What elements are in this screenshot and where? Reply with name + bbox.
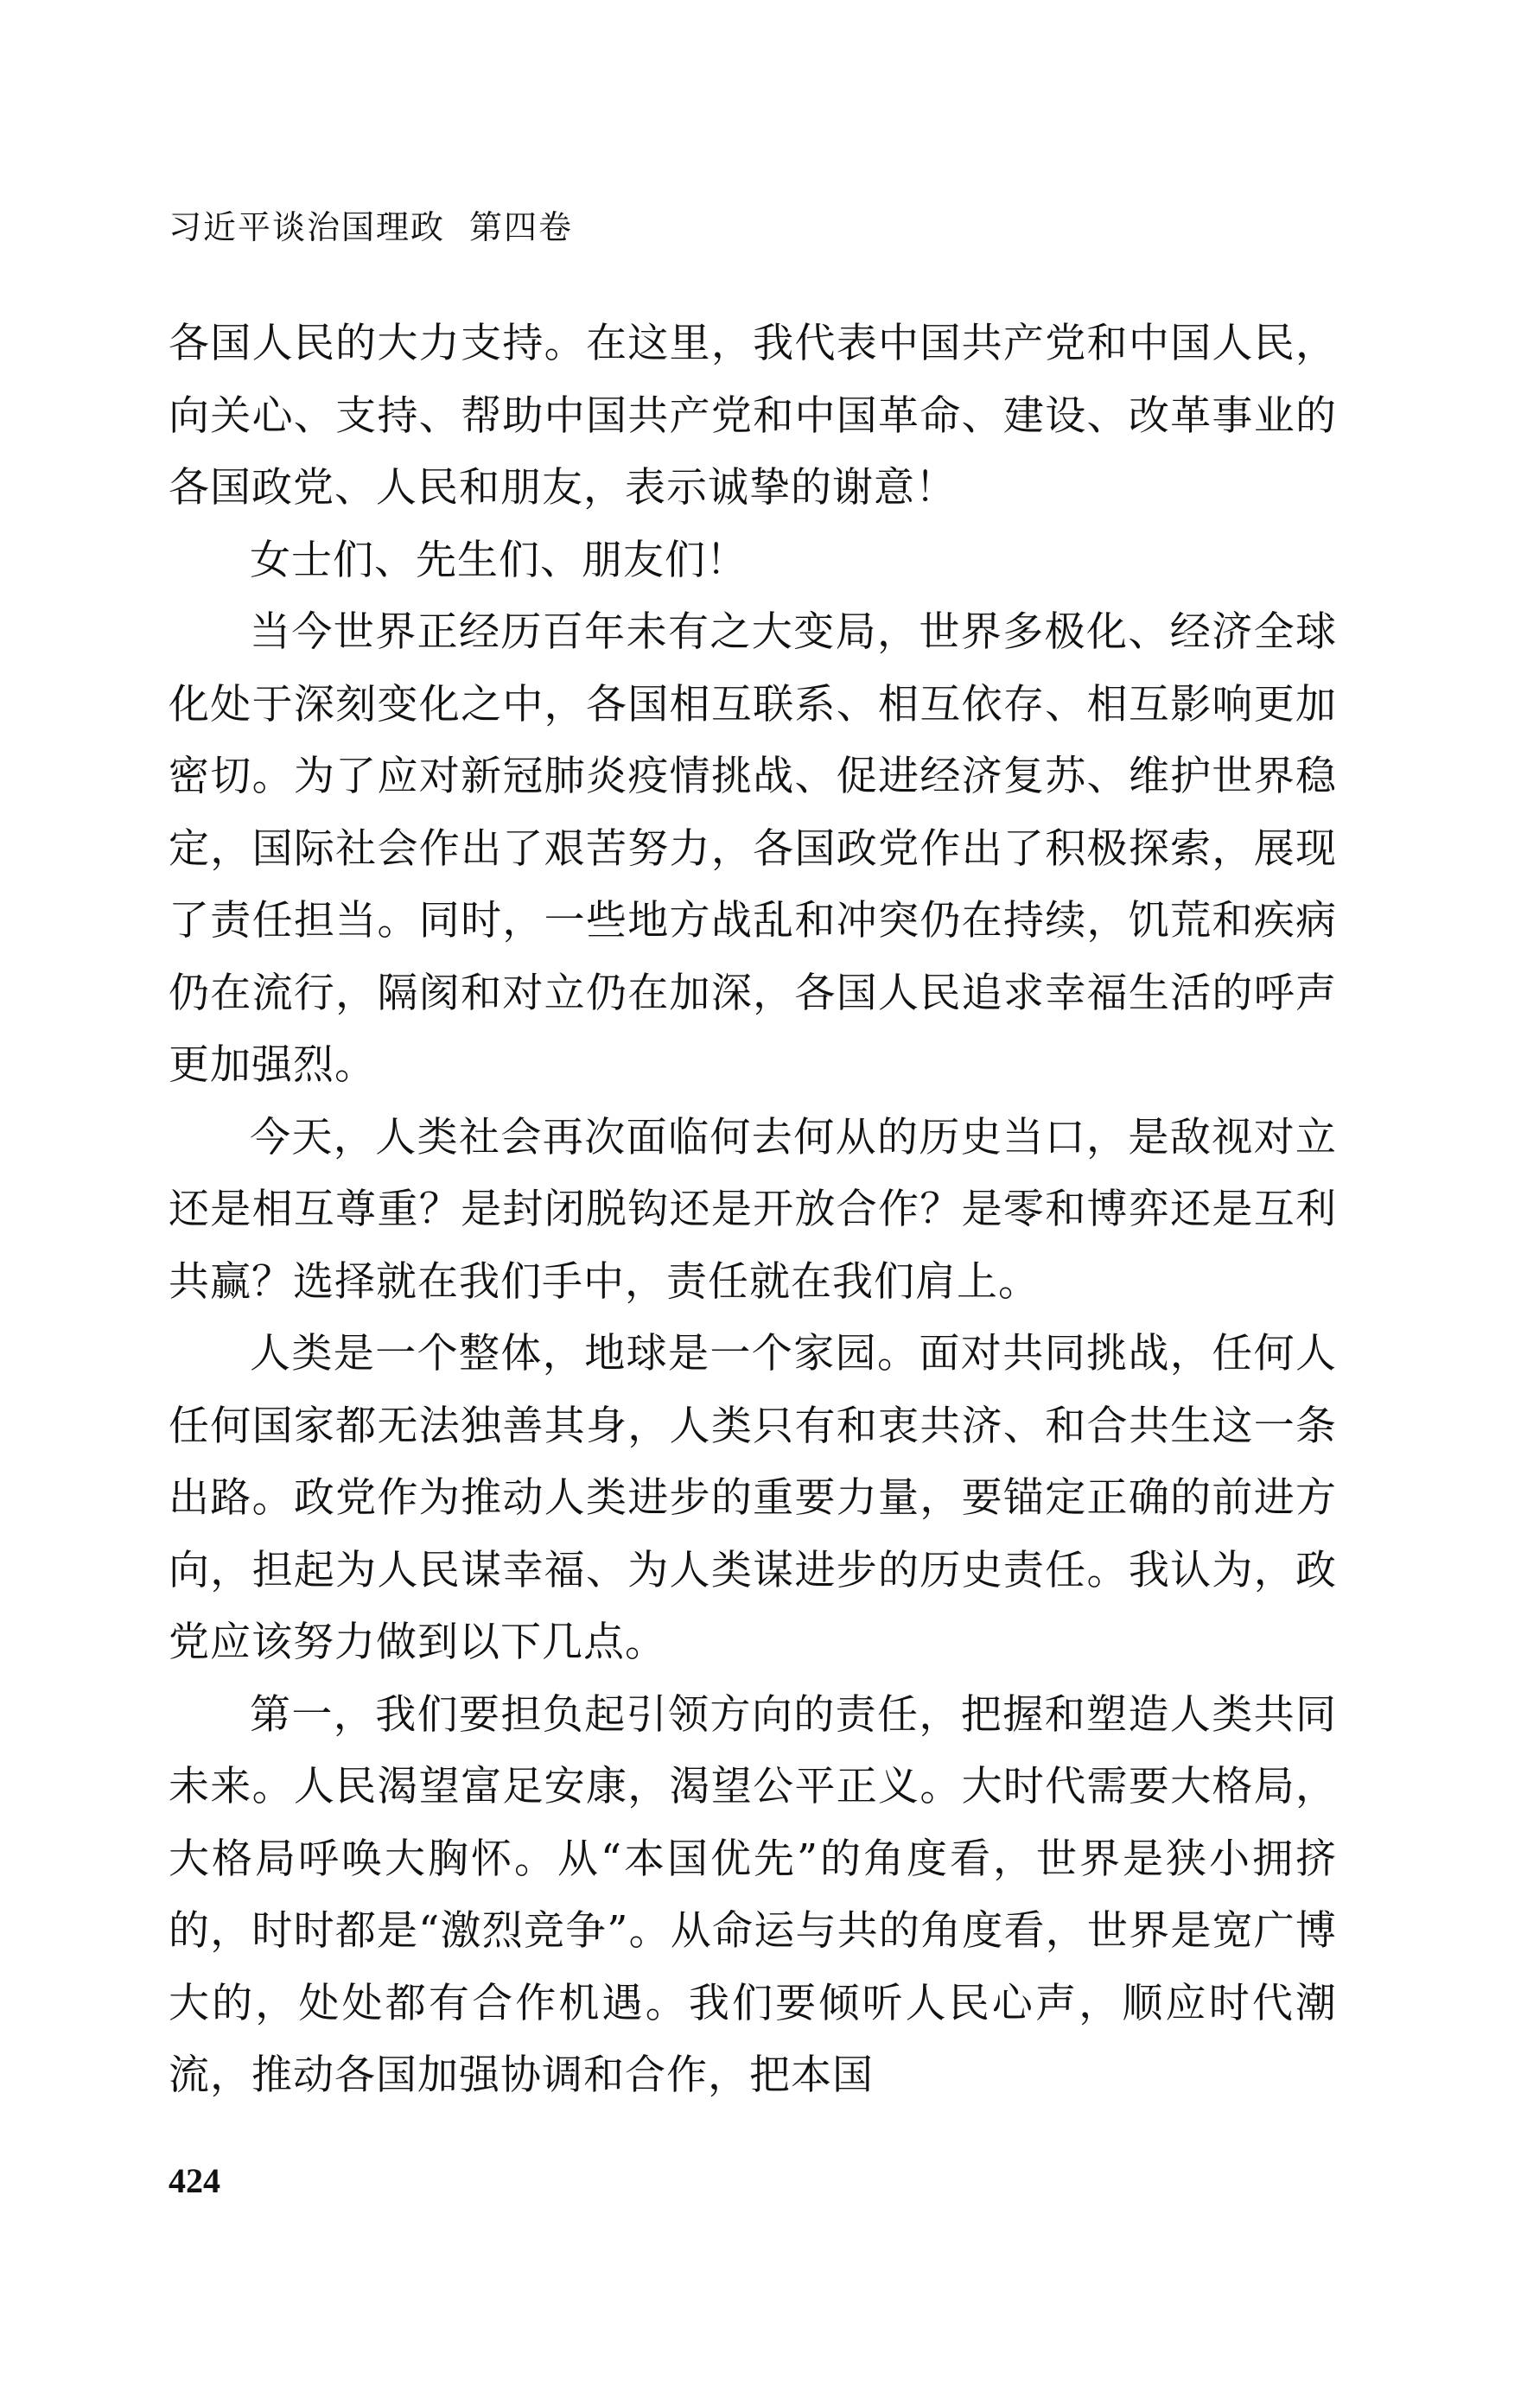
book-title: 习近平谈治国理政 [169,208,446,246]
page-number: 424 [169,2161,220,2200]
paragraph: 女士们、先生们、朋友们！ [250,536,748,584]
paragraph: 当今世界正经历百年未有之大变局，世界多极化、经济全球化处于深刻变化之中，各国相互联系、相互依存、相互影响更加密切。为了应对新冠肺炎疫情挑战、促进经济复苏、维护世界稳定，国际社会作出了艰苦努力，各国政党作出了积极探索，展现了责任担当。同时，一些地方战乱和冲突仍在持续，饥荒和疾病仍在流行，隔阂和对立仍在加深，各国人民追求幸福生活的呼声更加强烈。 [169,608,1337,1089]
paragraph: 人类是一个整体，地球是一个家园。面对共同挑战，任何人任何国家都无法独善其身，人类只有和衷共济、和合共生这一条出路。政党作为推动人类进步的重要力量，要锚定正确的前进方向，担起为人民谋幸福、为人类谋进步的历史责任。我认为，政党应该努力做到以下几点。 [169,1330,1337,1666]
paragraph: 各国人民的大力支持。在这里，我代表中国共产党和中国人民，向关心、支持、帮助中国共产党和中国革命、建设、改革事业的各国政党、人民和朋友，表示诚挚的谢意！ [169,320,1337,512]
paragraph: 第一，我们要担负起引领方向的责任，把握和塑造人类共同未来。人民渴望富足安康，渴望公平正义。大时代需要大格局，大格局呼唤大胸怀。从“本国优先”的角度看，世界是狭小拥挤的，时时都是“激烈竞争”。从命运与共的角度看，世界是宽广博大的，处处都有合作机遇。我们要倾听人民心声，顺应时代潮流，推动各国加强协调和合作，把本国 [169,1690,1337,2099]
body-text [169,308,1337,2112]
volume-label: 第四卷 [469,208,574,246]
running-header [169,200,573,248]
paragraph: 今天，人类社会再次面临何去何从的历史当口，是敌视对立还是相互尊重？是封闭脱钩还是开放合作？是零和博弈还是互利共赢？选择就在我们手中，责任就在我们肩上。 [169,1113,1337,1306]
